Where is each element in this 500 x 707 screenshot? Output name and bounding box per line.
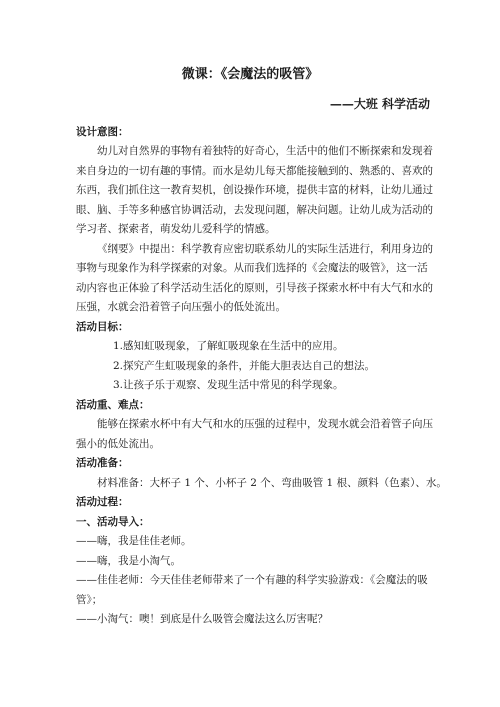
dialogue-line: ——小淘气：噢！到底是什么吸管会魔法这么厉害呢？ (76, 613, 328, 625)
preparation-heading: 活动准备： (76, 457, 129, 469)
paragraph-line: 强小的低处流出。 (76, 438, 160, 450)
paragraph-line: 眼、脑、手等多种感官协调活动，去发现问题，解决问题。让幼儿成为活动的 (76, 204, 433, 216)
paragraph-line: 《纲要》中提出：科学教育应密切联系幼儿的实际生活进行，利用身边的 (97, 243, 433, 255)
design-intent-heading: 设计意图： (76, 126, 129, 138)
preparation-text: 材料准备：大杯子 1 个、小杯子 2 个、弯曲吸管 1 根、颜料（色素）、水。 (97, 477, 447, 489)
goal-item: 1.感知虹吸现象，了解虹吸现象在生活中的应用。 (113, 340, 344, 352)
paragraph-line: 动内容也正体验了科学活动生活化的原则，引导孩子探索水杯中有大气和水的 (76, 282, 433, 294)
paragraph-line: 能够在探索水杯中有大气和水的压强的过程中，发现水就会沿着管子向压 (97, 418, 433, 430)
key-points-heading: 活动重、难点： (76, 399, 150, 411)
goal-item: 2.探究产生虹吸现象的条件，并能大胆表达自己的想法。 (113, 360, 376, 372)
paragraph-line: 幼儿对自然界的事物有着独特的好奇心，生活中的他们不断探索和发现着 (97, 145, 433, 157)
dialogue-line: 管》； (76, 594, 103, 606)
process-heading: 活动过程： (76, 496, 129, 508)
paragraph-line: 东西，我们抓住这一教育契机，创设操作环境，提供丰富的材料，让幼儿通过 (76, 184, 433, 196)
paragraph-line: 事物与现象作为科学探索的对象。从而我们选择的《会魔法的吸管》，这一活 (76, 262, 428, 274)
dialogue-line: ——嗨，我是佳佳老师。 (76, 535, 192, 547)
paragraph-line: 压强，水就会沿着管子向压强小的低处流出。 (76, 301, 286, 313)
process-subheading: 一、活动导入： (76, 516, 150, 528)
goals-heading: 活动目标： (76, 321, 129, 333)
paragraph-line: 学习者、探索者，萌发幼儿爱科学的情感。 (76, 223, 276, 235)
document-subtitle: ——大班 科学活动 (329, 97, 430, 111)
paragraph-line: 来自身边的一切有趣的事情。而水是幼儿每天都能接触到的、熟悉的、喜欢的 (76, 165, 433, 177)
goal-item: 3.让孩子乐于观察、发现生活中常见的科学现象。 (113, 379, 344, 391)
document-title: 微课：《会魔法的吸管》 (181, 67, 319, 82)
dialogue-line: ——嗨，我是小淘气。 (76, 555, 181, 567)
dialogue-line: ——佳佳老师：今天佳佳老师带来了一个有趣的科学实验游戏：《会魔法的吸 (76, 574, 428, 586)
